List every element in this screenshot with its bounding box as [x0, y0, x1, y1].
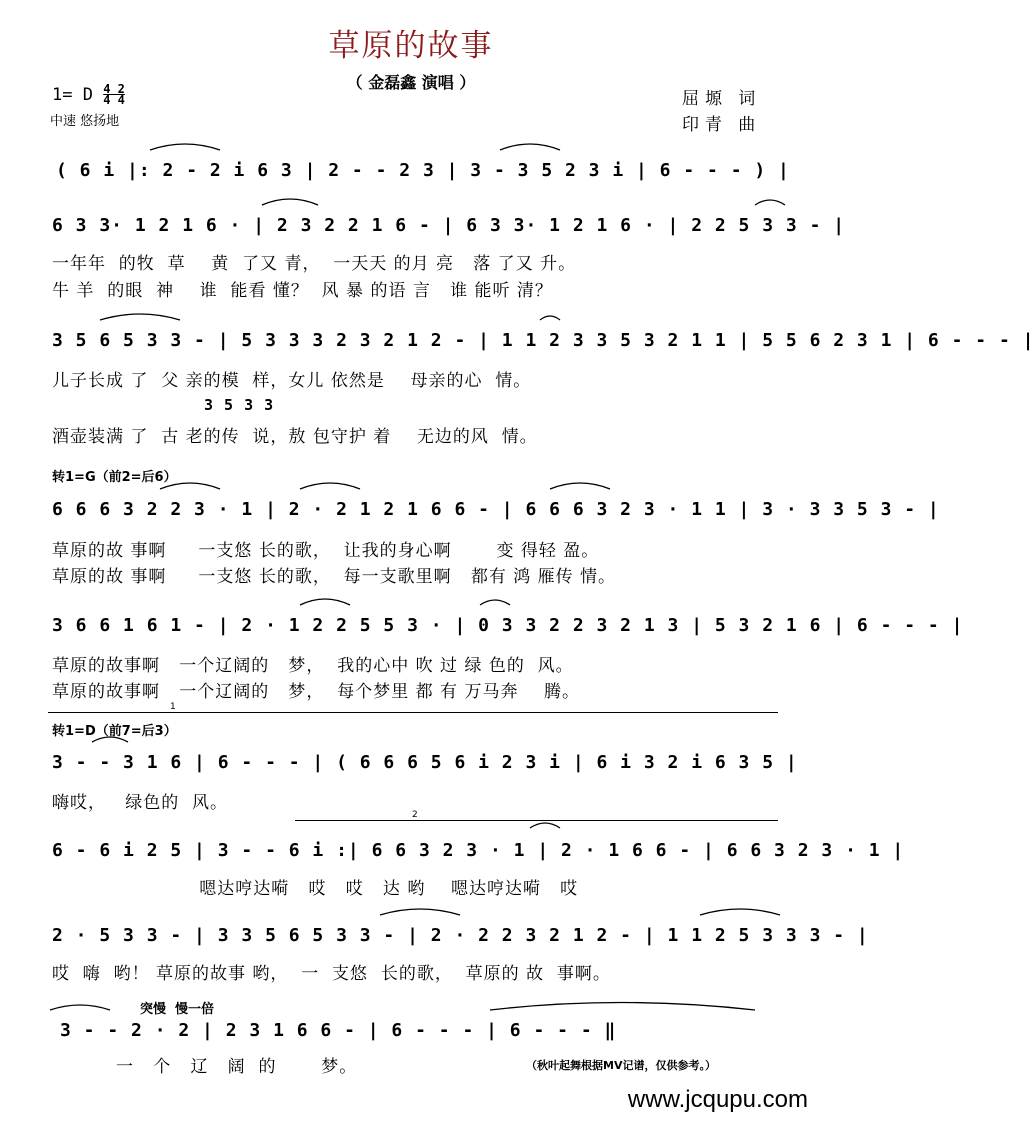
- volta-1-number: 1: [170, 702, 176, 712]
- score-row-4-notes: 6 6 6 3 2 2 3 · 1 | 2 · 2 1 2 1 6 6 - | 6 6 6 3 2 3 · 1 1 | 3 · 3 3 5 3 - |: [52, 499, 940, 520]
- slur-arc: [92, 737, 128, 742]
- time-num: 4 2: [103, 82, 125, 96]
- song-title: 草原的故事: [328, 28, 494, 64]
- slur-arc: [755, 200, 785, 205]
- composer-credit: 印青 曲: [682, 115, 762, 134]
- score-row-4-lyric-2: 草原的故 事啊 一支悠 长的歌， 每一支歌里啊 都有 鸿 雁传 情。: [52, 567, 617, 587]
- modulation-to-d: 转1=D（前7=后3）: [52, 724, 177, 739]
- slur-arc: [490, 1003, 755, 1011]
- singer-credit: （ 金磊鑫 演唱 ）: [346, 73, 476, 92]
- slur-arc: [100, 314, 180, 320]
- watermark-url: www.jcqupu.com: [627, 1086, 808, 1113]
- score-row-6-lyric-1: 嗨哎， 绿色的 风。: [52, 793, 229, 813]
- score-row-5-notes: 3 6 6 1 6 1 - | 2 · 1 2 2 5 5 3 · | 0 3 3 2 2 3 2 1 3 | 5 3 2 1 6 | 6 - - - |: [52, 615, 964, 636]
- score-row-9-lyric-1: 一 个 辽 阔 的 梦。: [52, 1057, 358, 1077]
- score-row-6-notes: 3 - - 3 1 6 | 6 - - - | ( 6 6 6 5 6 i 2 3 i | 6 i 3 2 i 6 3 5 |: [52, 752, 798, 773]
- slur-arc: [50, 1005, 110, 1010]
- score-row-8-notes: 2 · 5 3 3 - | 3 3 5 6 5 3 3 - | 2 · 2 2 3 2 1 2 - | 1 1 2 5 3 3 3 - |: [52, 925, 869, 946]
- lyricist-credit: 屈塬 词: [682, 89, 762, 108]
- slur-arc: [500, 144, 560, 150]
- score-row-1-notes: ( 6 i |: 2 - 2 i 6 3 | 2 - - 2 3 | 3 - 3 5 2 3 i | 6 - - - ) |: [56, 160, 790, 181]
- score-row-9-notes: 3 - - 2 · 2 | 2 3 1 6 6 - | 6 - - - | 6 - - - ‖: [60, 1020, 617, 1041]
- score-row-7-lyric-1: 嗯达哼达嗬 哎 哎 达 哟 嗯达哼达嗬 哎: [52, 879, 579, 899]
- variant-notes: 3 5 3 3: [204, 396, 275, 414]
- score-row-2-lyric-2: 牛 羊 的眼 神 谁 能看 懂？ 风 暴 的语 言 谁 能听 清？: [52, 281, 553, 301]
- key-label: 1= D: [52, 85, 104, 105]
- score-row-8-lyric-1: 哎 嗨 哟！ 草原的故事 哟， 一 支悠 长的歌， 草原的 故 事啊。: [52, 964, 611, 984]
- score-row-3-notes: 3 5 6 5 3 3 - | 5 3 3 3 2 3 2 1 2 - | 1 1 2 3 3 5 3 2 1 1 | 5 5 6 2 3 1 | 6 - - - |: [52, 330, 1034, 351]
- volta-2-number: 2: [412, 810, 418, 820]
- score-row-7-notes: 6 - 6 i 2 5 | 3 - - 6 i :| 6 6 3 2 3 · 1 | 2 · 1 6 6 - | 6 6 3 2 3 · 1 |: [52, 840, 905, 861]
- slur-arc: [380, 909, 460, 915]
- slur-arc: [150, 144, 220, 150]
- time-den: 4 4: [103, 93, 125, 107]
- score-row-5-lyric-2: 草原的故事啊 一个辽阔的 梦， 每个梦里 都 有 万马奔 腾。: [52, 682, 581, 702]
- slur-arc: [700, 909, 780, 915]
- tempo-marking: 中速 悠扬地: [50, 114, 120, 129]
- slur-arc: [160, 483, 220, 489]
- score-row-3-lyric-2: 酒壶装满 了 古 老的传 说，敖 包守护 着 无边的风 情。: [52, 427, 538, 447]
- transcription-footnote: （秋叶起舞根据MV记谱，仅供参考。）: [526, 1059, 716, 1072]
- slur-arc: [480, 600, 510, 605]
- slur-arc: [530, 823, 560, 828]
- score-row-3-lyric-1: 儿子长成 了 父 亲的模 样，女儿 依然是 母亲的心 情。: [52, 371, 532, 391]
- score-row-2-lyric-1: 一年年 的牧 草 黄 了又 青， 一天天 的月 亮 落 了又 升。: [52, 254, 577, 274]
- score-row-2-notes: 6 3 3· 1 2 1 6 · | 2 3 2 2 1 6 - | 6 3 3· 1 2 1 6 · | 2 2 5 3 3 - |: [52, 215, 846, 236]
- slur-arc: [540, 316, 560, 320]
- modulation-to-g: 转1=G（前2=后6）: [52, 470, 177, 485]
- slur-arc: [550, 483, 610, 489]
- score-row-4-lyric-1: 草原的故 事啊 一支悠 长的歌， 让我的身心啊 变 得轻 盈。: [52, 541, 600, 561]
- tempo-change-marking: 突慢 慢一倍: [140, 1002, 215, 1017]
- slur-arc: [300, 483, 360, 489]
- score-row-5-lyric-1: 草原的故事啊 一个辽阔的 梦， 我的心中 吹 过 绿 色的 风。: [52, 656, 574, 676]
- slur-arc: [262, 199, 318, 205]
- slur-arc: [300, 599, 350, 605]
